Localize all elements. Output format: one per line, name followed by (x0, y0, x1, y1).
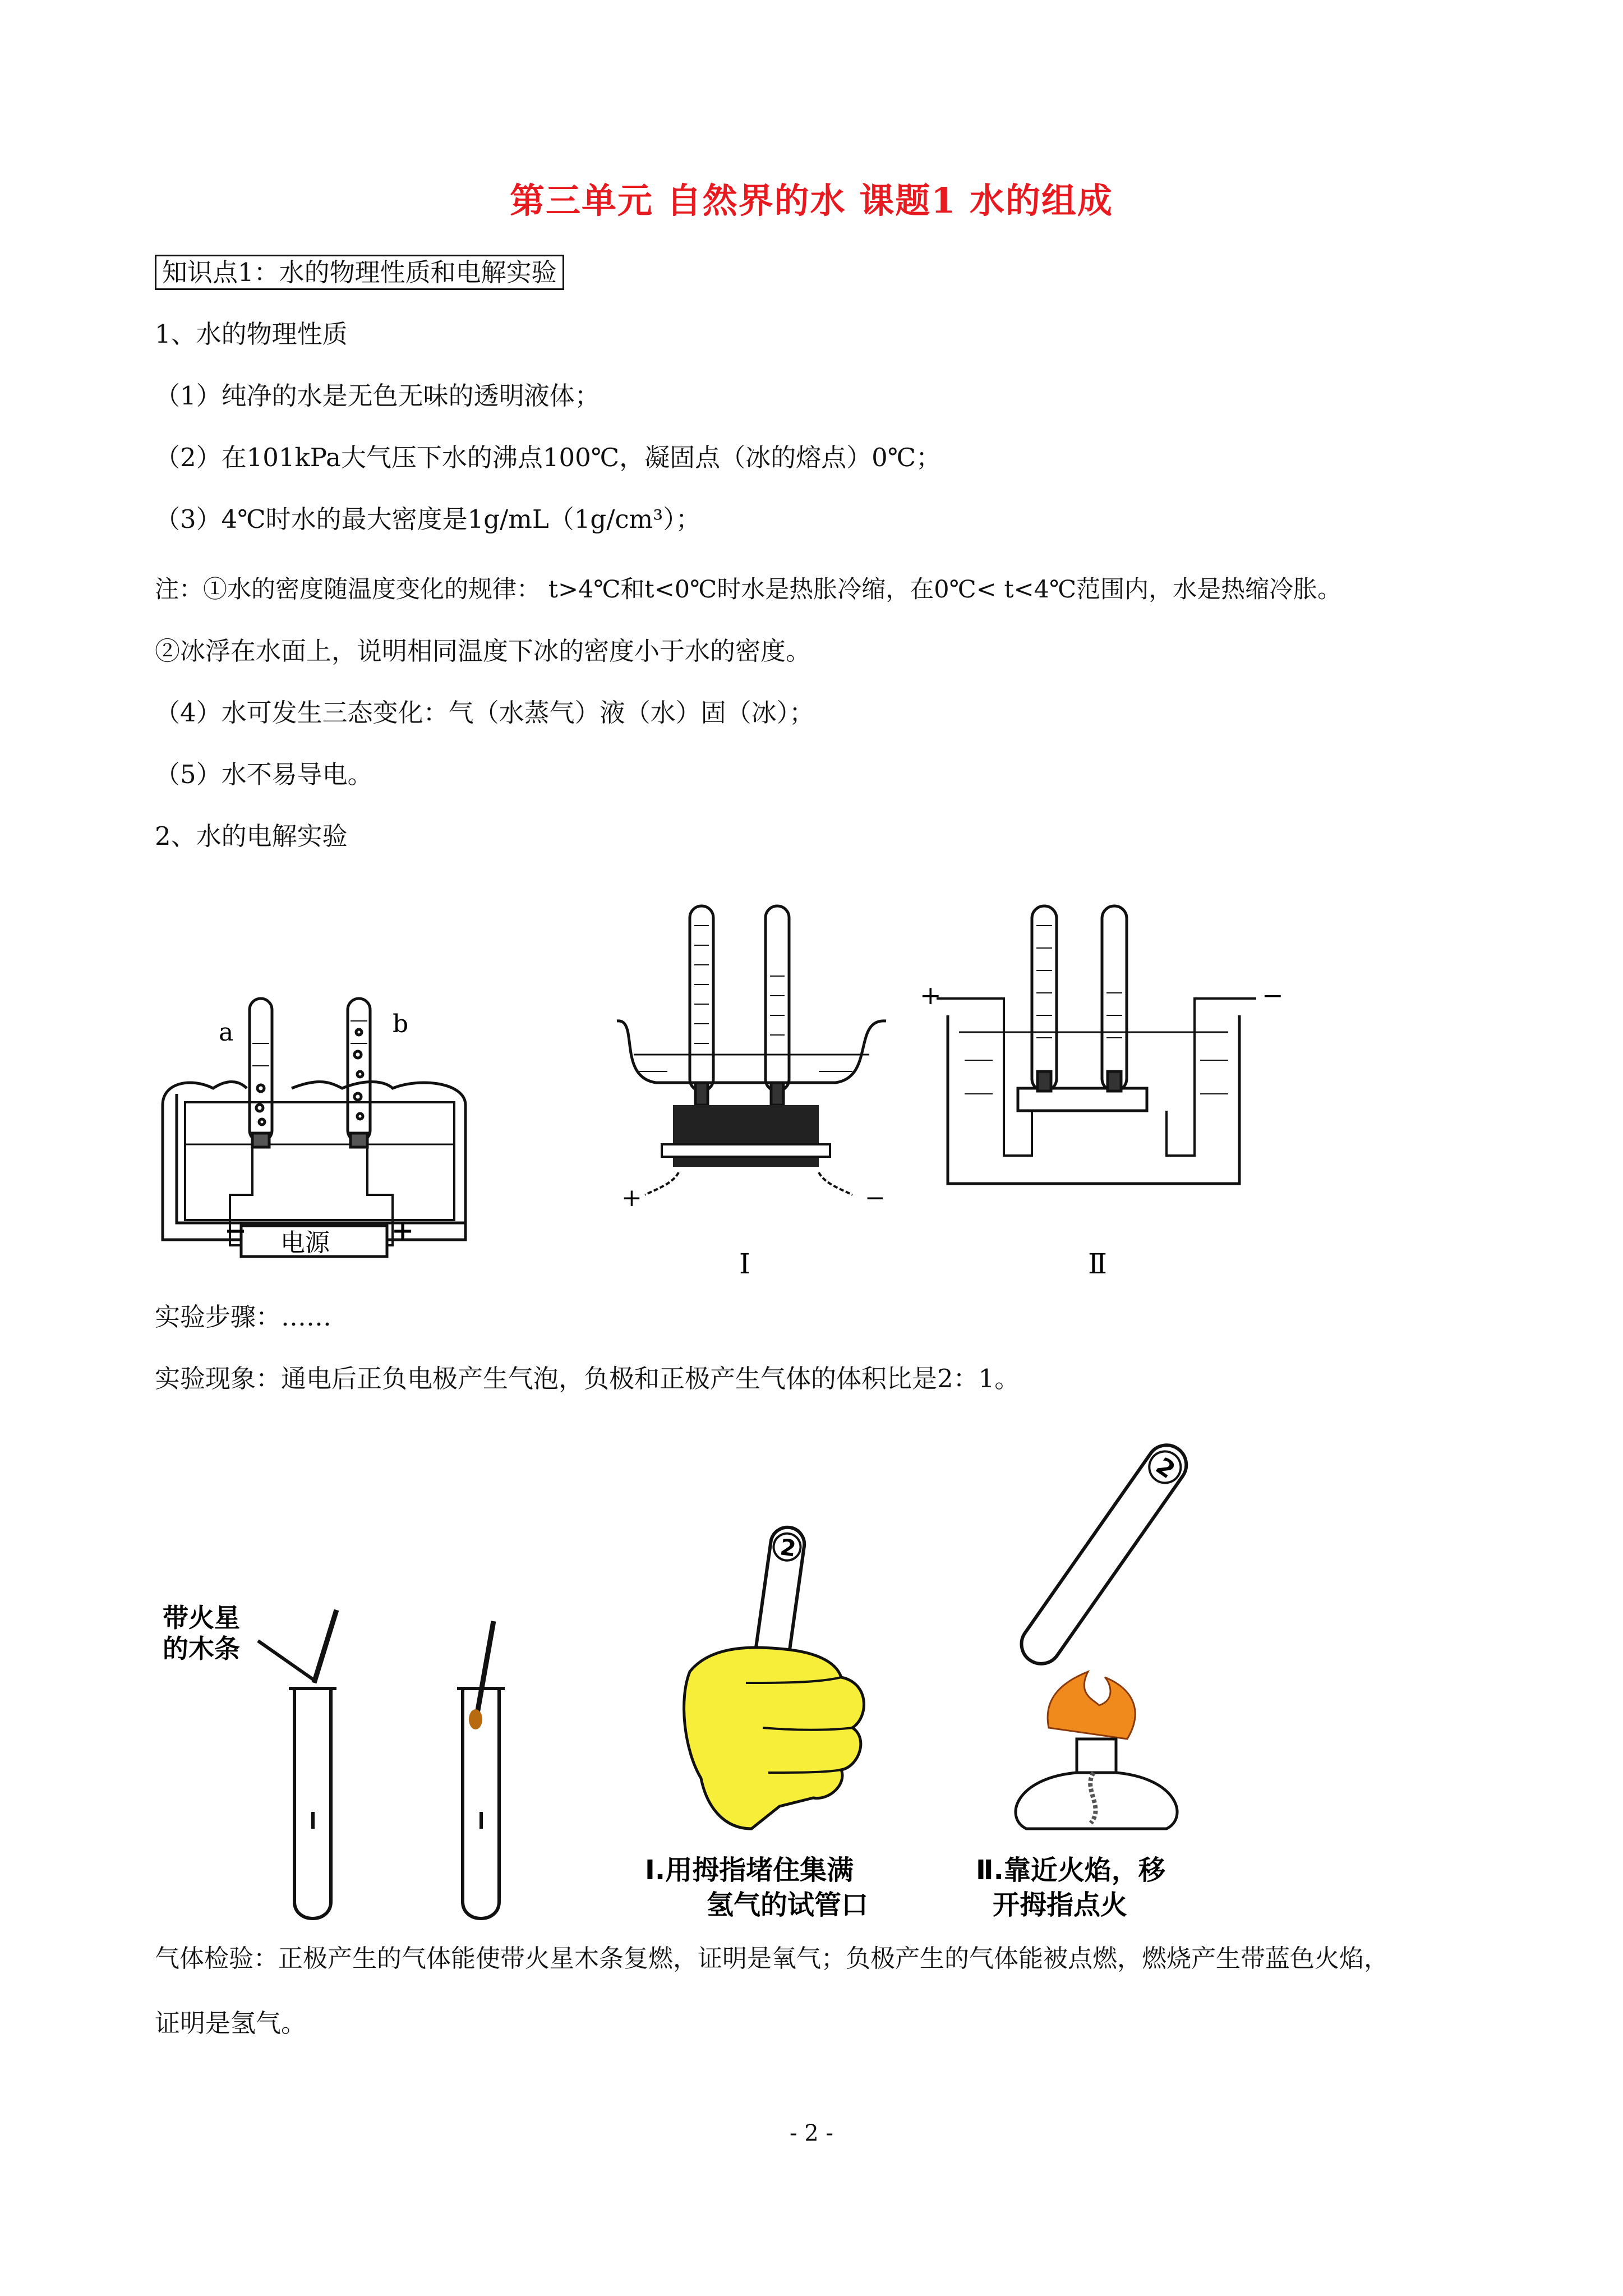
apparatus-2-plus: + (920, 980, 942, 1010)
step-1-caption-line2: 氢气的试管口 (707, 1889, 869, 1921)
page-number: - 2 - (790, 2120, 833, 2146)
property-5: （5）水不易导电。 (155, 760, 373, 789)
electrolysis-diagram-a-b (151, 976, 488, 1268)
note-1: 注：①水的密度随温度变化的规律： t>4℃和t<0℃时水是热胀冷缩，在0℃< t<4℃范围内，水是热缩冷胀。 (155, 576, 1342, 604)
property-4: （4）水可发生三态变化：气（水蒸气）液（水）固（冰）； (155, 698, 815, 728)
apparatus-1-minus: − (865, 1184, 886, 1212)
note-2: ②冰浮在水面上，说明相同温度下冰的密度小于水的密度。 (155, 636, 811, 666)
page-title: 第三单元 自然界的水 课题1 水的组成 (510, 180, 1113, 221)
power-plus-sign: + (391, 1215, 414, 1246)
power-minus-sign: − (224, 1215, 247, 1246)
splint-label-line2: 的木条 (163, 1634, 240, 1664)
tube-number-5: 2 (778, 1534, 798, 1562)
electrolysis-apparatus-2 (920, 892, 1284, 1285)
knowledge-point-box: 知识点1：水的物理性质和电解实验 (155, 255, 564, 290)
step-2-caption-line2: 开拇指点火 (993, 1889, 1128, 1921)
section-1-heading: 1、水的物理性质 (155, 319, 348, 349)
step-1-caption-line1: Ⅰ.用拇指堵住集满 (645, 1855, 854, 1886)
knowledge-point-heading (155, 256, 564, 289)
tube-number-6: 2 (1151, 1452, 1181, 1484)
alcohol-lamp-ignition (959, 1436, 1251, 1921)
section-2-heading: 2、水的电解实验 (155, 821, 348, 851)
tube-a-label: a (219, 1018, 234, 1047)
glowing-splint-test (151, 1588, 544, 1935)
apparatus-1-plus: + (621, 1184, 642, 1212)
gas-test-line2: 证明是氢气。 (155, 2008, 307, 2038)
power-source-label: 电源 (280, 1228, 330, 1257)
splint-label-line1: 带火星 (163, 1603, 240, 1633)
hand-covering-tube (634, 1515, 948, 1921)
experiment-steps: 实验步骤：…… (155, 1302, 332, 1332)
tube-b-label: b (393, 1010, 409, 1038)
gas-test-line1: 气体检验：正极产生的气体能使带火星木条复燃，证明是氧气；负极产生的气体能被点燃，燃烧产生带蓝色火焰， (155, 1944, 1389, 1973)
experiment-phenomenon: 实验现象：通电后正负电极产生气泡，负极和正极产生气体的体积比是2：1。 (155, 1364, 1020, 1393)
apparatus-2-label: Ⅱ (1088, 1248, 1107, 1280)
apparatus-1-label: Ⅰ (739, 1248, 750, 1280)
property-2: （2）在101kPa大气压下水的沸点100℃，凝固点（冰的熔点）0℃； (155, 443, 942, 472)
apparatus-2-minus: − (1262, 980, 1284, 1010)
step-2-caption-line1: Ⅱ.靠近火焰，移 (976, 1855, 1165, 1886)
electrolysis-apparatus-1 (606, 892, 897, 1285)
property-1: （1）纯净的水是无色无味的透明液体； (155, 381, 600, 411)
property-3: （3）4℃时水的最大密度是1g/mL（1g/cm³）； (155, 504, 701, 534)
